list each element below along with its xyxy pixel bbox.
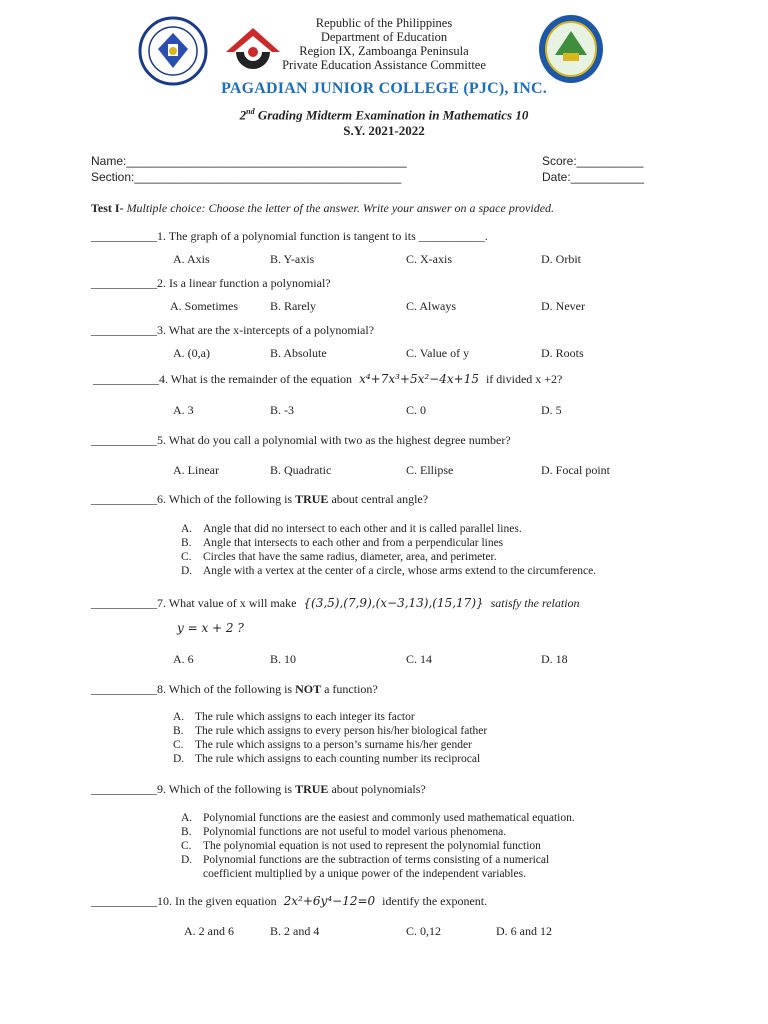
choice-1b: B. Y-axis <box>270 252 315 266</box>
question-9: ___________9. Which of the following is TRUE about polynomials? <box>91 782 426 796</box>
choice-10c: C. 0,12 <box>406 924 442 938</box>
equation-7: {(3,5),(7,9),(x−3,13),(15,17)} <box>303 596 484 610</box>
test-instructions: Test I- Multiple choice: Choose the letter of the answer. Write your answer on a space provided. <box>91 201 555 215</box>
header-peac: Private Education Assistance Committee <box>282 58 486 72</box>
item-8d: D. The rule which assigns to each counting number its reciprocal <box>173 753 481 765</box>
choice-3c: C. Value of y <box>406 346 470 360</box>
choice-10b: B. 2 and 4 <box>270 924 320 938</box>
choice-2a: A. Sometimes <box>170 299 238 313</box>
item-6c: C. Circles that have the same radius, diameter, area, and perimeter. <box>181 551 497 563</box>
question-7: ___________7. What value of x will make {(3,5),(7,9),(x−3,13),(15,17)} satisfy the relation <box>91 596 580 610</box>
section-field[interactable]: Section:________________________________________ <box>91 170 402 184</box>
item-9c: C. The polynomial equation is not used to represent the polynomial function <box>181 840 541 852</box>
choice-7c: C. 14 <box>406 652 433 666</box>
choice-1c: C. X-axis <box>406 252 452 266</box>
question-5: ___________5. What do you call a polynomial with two as the highest degree number? <box>91 433 511 447</box>
choice-5d: D. Focal point <box>541 463 610 477</box>
name-field[interactable]: Name:__________________________________________ <box>91 154 407 168</box>
equation-4: x⁴+7x³+5x²−4x+15 <box>359 372 479 386</box>
choice-5c: C. Ellipse <box>406 463 454 477</box>
question-8: ___________8. Which of the following is NOT a function? <box>91 682 378 696</box>
question-4: ___________4. What is the remainder of the equation x⁴+7x³+5x²−4x+15 if divided x +2? <box>93 372 563 386</box>
choice-1a: A. Axis <box>173 252 210 266</box>
choice-7d: D. 18 <box>541 652 568 666</box>
choice-5a: A. Linear <box>173 463 219 477</box>
choice-10d: D. 6 and 12 <box>496 924 552 938</box>
score-field[interactable]: Score:__________ <box>542 154 644 168</box>
header-department: Department of Education <box>320 30 448 44</box>
header-republic: Republic of the Philippines <box>315 16 453 30</box>
school-name: PAGADIAN JUNIOR COLLEGE (PJC), INC. <box>221 80 547 97</box>
choice-4a: A. 3 <box>173 403 194 417</box>
item-6d: D. Angle with a vertex at the center of a circle, whose arms extend to the circumference. <box>181 565 597 577</box>
item-6b: B. Angle that intersects to each other and from a perpendicular lines <box>181 537 504 549</box>
choice-7b: B. 10 <box>270 652 297 666</box>
question-10: ___________10. In the given equation 2x²+6y⁴−12=0 identify the exponent. <box>91 894 488 908</box>
question-3: ___________3. What are the x-intercepts of a polynomial? <box>91 323 375 337</box>
choice-4b: B. -3 <box>270 403 294 417</box>
question-2: ___________2. Is a linear function a polynomial? <box>91 276 331 290</box>
question-6: ___________6. Which of the following is TRUE about central angle? <box>91 492 429 506</box>
choice-7a: A. 6 <box>173 652 194 666</box>
choice-5b: B. Quadratic <box>270 463 332 477</box>
question-1: ___________1. The graph of a polynomial function is tangent to its ___________. <box>91 229 488 243</box>
item-6a: A. Angle that did no intersect to each other and it is called parallel lines. <box>181 523 522 535</box>
item-8c: C. The rule which assigns to a person’s surname his/her gender <box>173 739 472 751</box>
choice-4d: D. 5 <box>541 403 562 417</box>
choice-2b: B. Rarely <box>270 299 316 313</box>
item-8b: B. The rule which assigns to every person his/her biological father <box>173 725 488 737</box>
choice-3a: A. (0,a) <box>173 346 210 360</box>
choice-2c: C. Always <box>406 299 457 313</box>
school-year: S.Y. 2021-2022 <box>343 123 425 138</box>
choice-2d: D. Never <box>541 299 585 313</box>
choice-4c: C. 0 <box>406 403 427 417</box>
header-region: Region IX, Zamboanga Peninsula <box>299 44 469 58</box>
equation-7-relation: y = x + 2 ? <box>177 621 244 635</box>
item-8a: A. The rule which assigns to each integer its factor <box>173 711 415 723</box>
exam-title: 2nd Grading Midterm Examination in Mathematics 10 <box>239 107 529 123</box>
choice-10a: A. 2 and 6 <box>184 924 234 938</box>
choice-1d: D. Orbit <box>541 252 581 266</box>
item-9b: B. Polynomial functions are not useful to model various phenomena. <box>181 826 507 838</box>
item-9a: A. Polynomial functions are the easiest and commonly used mathematical equation. <box>181 812 575 824</box>
choice-3d: D. Roots <box>541 346 584 360</box>
choice-3b: B. Absolute <box>270 346 327 360</box>
equation-10: 2x²+6y⁴−12=0 <box>283 894 376 908</box>
date-field[interactable]: Date:___________ <box>542 170 645 184</box>
item-9d: D. Polynomial functions are the subtraction of terms consisting of a numerical <box>181 854 550 866</box>
item-9d-continued: coefficient multiplied by a unique power of the independent variables. <box>203 868 526 880</box>
